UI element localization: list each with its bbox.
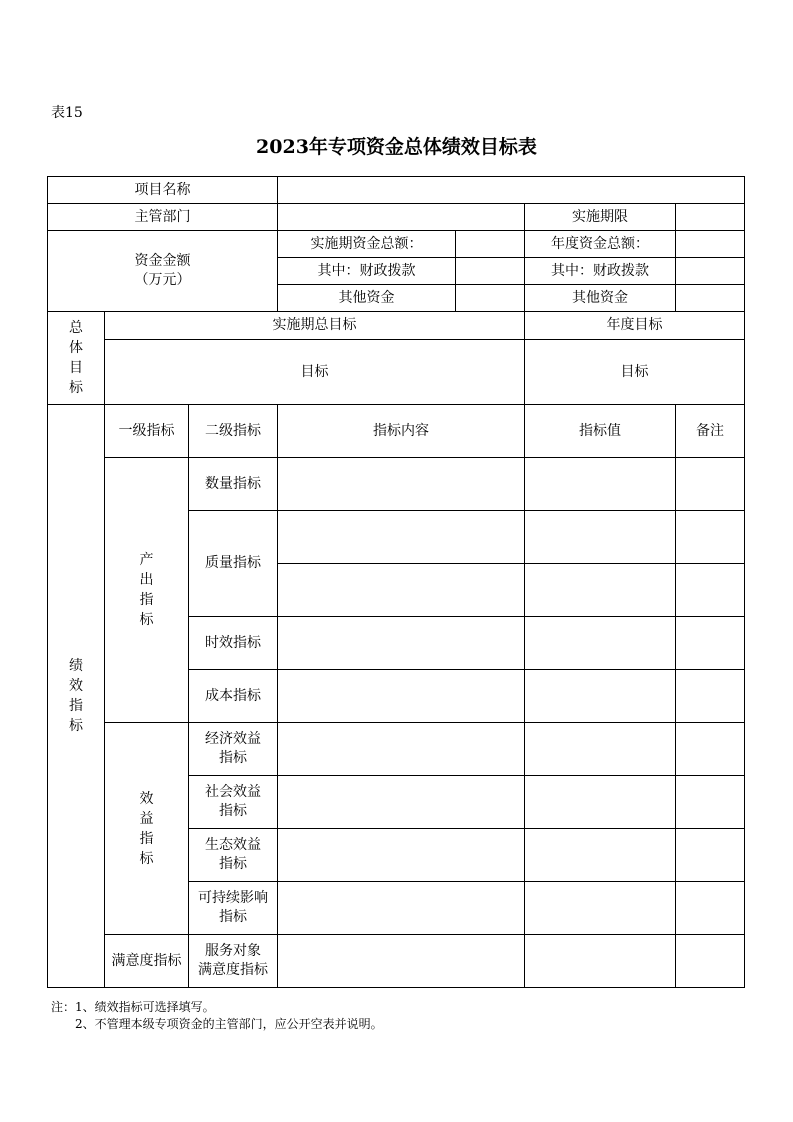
satisfaction-content-cell[interactable] — [278, 935, 525, 988]
service-satisfaction-label — [189, 935, 278, 988]
economic-label-line1: 经济效益 — [205, 731, 261, 747]
social-value-cell[interactable] — [525, 776, 676, 829]
performance-goal-table — [47, 176, 745, 988]
cost-value-cell[interactable] — [525, 670, 676, 723]
department-row — [48, 204, 745, 231]
sustainable-remark-cell[interactable] — [676, 882, 745, 935]
quality-remark-cell-1[interactable] — [676, 511, 745, 564]
timeliness-content-cell[interactable] — [278, 617, 525, 670]
economic-value-cell[interactable] — [525, 723, 676, 776]
table-number: 表15 — [51, 105, 83, 121]
quantity-value-cell[interactable] — [525, 458, 676, 511]
note-line-2: 2、不管理本级专项资金的主管部门，应公开空表并说明。 — [75, 1017, 383, 1031]
funds-label — [48, 231, 278, 312]
social-label-line1: 社会效益 — [205, 784, 261, 800]
sustainable-content-cell[interactable] — [278, 882, 525, 935]
timeliness-indicator-label: 时效指标 — [189, 617, 278, 670]
quality-content-cell-1[interactable] — [278, 511, 525, 564]
cost-indicator-label: 成本指标 — [189, 670, 278, 723]
quality-remark-cell-2[interactable] — [676, 564, 745, 617]
col-content-header: 指标内容 — [278, 405, 525, 458]
impl-goal-header: 实施期总目标 — [105, 312, 525, 340]
ecological-value-cell[interactable] — [525, 829, 676, 882]
col-level2-header: 二级指标 — [189, 405, 278, 458]
funds-label-line1: 资金金额 — [134, 253, 191, 269]
quality-content-cell-2[interactable] — [278, 564, 525, 617]
year-other-label: 其他资金 — [525, 285, 676, 312]
impl-other-label: 其他资金 — [278, 285, 456, 312]
year-other-value[interactable] — [676, 285, 745, 312]
col-level1-header: 一级指标 — [105, 405, 189, 458]
ecological-label-line2: 指标 — [219, 856, 247, 872]
satisfaction-indicator-label: 满意度指标 — [105, 935, 189, 988]
note-line-1: 注：1、绩效指标可选择填写。 — [51, 1000, 215, 1014]
quantity-indicator-label: 数量指标 — [189, 458, 278, 511]
benefit-indicator-label — [105, 723, 189, 935]
sustainable-indicator-label — [189, 882, 278, 935]
department-value[interactable] — [278, 204, 525, 231]
social-indicator-label — [189, 776, 278, 829]
satisfaction-remark-cell[interactable] — [676, 935, 745, 988]
sustainable-label-line2: 指标 — [219, 909, 247, 925]
timeliness-value-cell[interactable] — [525, 617, 676, 670]
output-indicator-text: 产出指标 — [139, 552, 154, 628]
economic-label-line2: 指标 — [219, 750, 247, 766]
goals-header-row — [48, 312, 745, 340]
service-label-line1: 服务对象 — [205, 943, 261, 959]
service-label-line2: 满意度指标 — [198, 962, 268, 978]
year-goal-header: 年度目标 — [525, 312, 745, 340]
social-label-line2: 指标 — [219, 803, 247, 819]
table-row — [48, 723, 745, 776]
funds-label-line2: （万元） — [134, 272, 191, 288]
indicators-section-text: 绩效指标 — [69, 658, 83, 734]
impl-total-value[interactable] — [456, 231, 525, 258]
social-remark-cell[interactable] — [676, 776, 745, 829]
impl-total-label: 实施期资金总额： — [278, 231, 456, 258]
year-fiscal-value[interactable] — [676, 258, 745, 285]
col-remark-header: 备注 — [676, 405, 745, 458]
year-fiscal-label: 其中：财政拨款 — [525, 258, 676, 285]
quantity-remark-cell[interactable] — [676, 458, 745, 511]
cost-content-cell[interactable] — [278, 670, 525, 723]
period-label: 实施期限 — [525, 204, 676, 231]
quantity-content-cell[interactable] — [278, 458, 525, 511]
economic-remark-cell[interactable] — [676, 723, 745, 776]
ecological-indicator-label — [189, 829, 278, 882]
goals-content-row — [48, 340, 745, 405]
department-label: 主管部门 — [48, 204, 278, 231]
ecological-remark-cell[interactable] — [676, 829, 745, 882]
year-goal-cell[interactable]: 目标 — [525, 340, 745, 405]
benefit-indicator-text: 效益指标 — [139, 790, 154, 867]
table-row — [48, 935, 745, 988]
impl-fiscal-value[interactable] — [456, 258, 525, 285]
year-total-label: 年度资金总额： — [525, 231, 676, 258]
project-name-label: 项目名称 — [48, 177, 278, 204]
ecological-label-line1: 生态效益 — [205, 837, 261, 853]
year-total-value[interactable] — [676, 231, 745, 258]
output-indicator-label — [105, 458, 189, 723]
indicator-header-row — [48, 405, 745, 458]
project-name-value[interactable] — [278, 177, 745, 204]
impl-goal-cell[interactable]: 目标 — [105, 340, 525, 405]
table-row — [48, 458, 745, 511]
quality-value-cell-1[interactable] — [525, 511, 676, 564]
cost-remark-cell[interactable] — [676, 670, 745, 723]
quality-value-cell-2[interactable] — [525, 564, 676, 617]
funds-total-row — [48, 231, 745, 258]
social-content-cell[interactable] — [278, 776, 525, 829]
impl-fiscal-label: 其中：财政拨款 — [278, 258, 456, 285]
ecological-content-cell[interactable] — [278, 829, 525, 882]
goals-section-text: 总体目标 — [69, 320, 83, 396]
economic-content-cell[interactable] — [278, 723, 525, 776]
impl-other-value[interactable] — [456, 285, 525, 312]
satisfaction-value-cell[interactable] — [525, 935, 676, 988]
sustainable-label-line1: 可持续影响 — [198, 890, 268, 906]
goals-section-label — [48, 312, 105, 405]
economic-indicator-label — [189, 723, 278, 776]
project-name-row — [48, 177, 745, 204]
page-title: 2023年专项资金总体绩效目标表 — [256, 136, 537, 158]
timeliness-remark-cell[interactable] — [676, 617, 745, 670]
col-value-header: 指标值 — [525, 405, 676, 458]
period-value[interactable] — [676, 204, 745, 231]
quality-indicator-label: 质量指标 — [189, 511, 278, 617]
sustainable-value-cell[interactable] — [525, 882, 676, 935]
indicators-section-label — [48, 405, 105, 988]
